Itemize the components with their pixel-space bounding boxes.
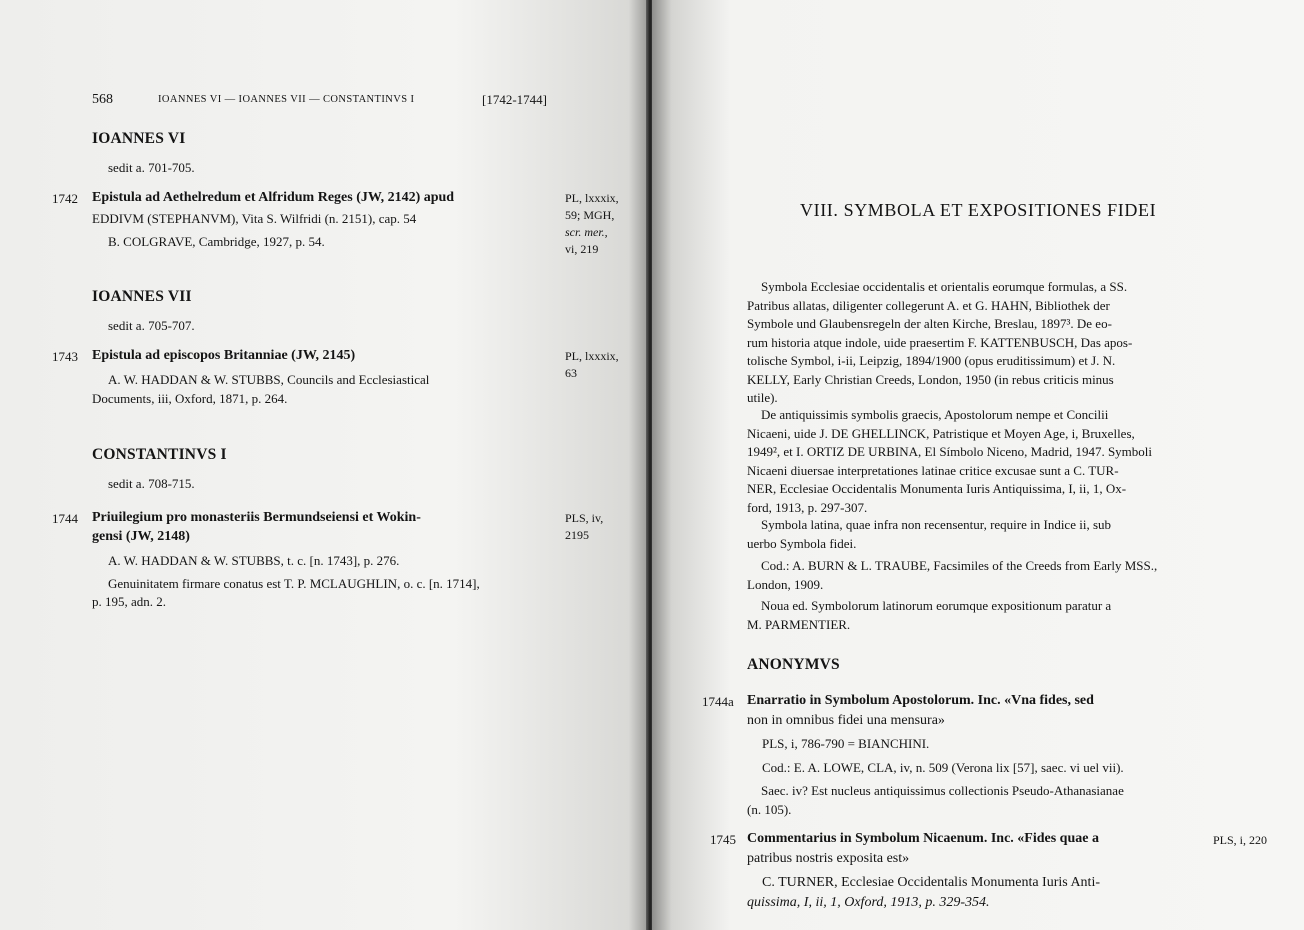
entry-number: 1743 bbox=[52, 349, 78, 364]
running-title: IOANNES VI — IOANNES VII — CONSTANTINVS I bbox=[158, 94, 415, 105]
entry-range: [1742-1744] bbox=[482, 92, 547, 107]
sidenote-line: scr. mer., bbox=[565, 225, 608, 239]
entry-title bbox=[747, 828, 1207, 849]
text-line: Cod.: A. BURN & L. TRAUBE, Facsimiles of the Creeds from Early MSS., bbox=[761, 558, 1158, 573]
entry-title bbox=[92, 345, 552, 366]
left-page bbox=[0, 0, 648, 930]
entry-title-cont bbox=[92, 526, 552, 547]
text-line: KELLY, Early Christian Creeds, London, 1950 (in rebus criticis minus bbox=[747, 371, 1114, 387]
edition-reference: A. W. HADDAN & W. STUBBS, Councils and Ecclesiastical bbox=[108, 372, 430, 387]
entry-number: 1744 bbox=[52, 511, 78, 526]
text-line: 1949², et I. ORTIZ DE URBINA, El Símbolo Niceno, Madrid, 1947. Symboli bbox=[747, 444, 1153, 459]
edition-reference: A. W. HADDAN & W. STUBBS, t. c. [n. 1743], p. 276. bbox=[108, 553, 400, 568]
text-line: Saec. iv? Est nucleus antiquissimus collectionis Pseudo-Athanasianae bbox=[761, 783, 1124, 798]
entry-incipit: non in omnibus fidei una mensura» bbox=[747, 713, 945, 728]
text-line: Nicaeni, uide J. DE GHELLINCK, Patristique et Moyen Age, i, Bruxelles, bbox=[747, 425, 1135, 441]
authenticity-note: Genuinitatem firmare conatus est T. P. MCLAUGHLIN, o. c. [n. 1714], bbox=[108, 576, 480, 591]
codex-reference: Cod.: E. A. LOWE, CLA, iv, n. 509 (Verona lix [57], saec. vi uel vii). bbox=[762, 760, 1124, 775]
sidenote bbox=[565, 510, 603, 544]
sidenote-line: 2195 bbox=[565, 528, 589, 542]
text-line: NER, Ecclesiae Occidentalis Monumenta Iuris Antiquissima, I, ii, 1, Ox- bbox=[747, 481, 1127, 496]
entry-title-line: Enarratio in Symbolum Apostolorum. Inc. «Vna fides, sed bbox=[747, 693, 1094, 708]
intro-paragraph bbox=[747, 278, 1203, 408]
right-page bbox=[652, 0, 1304, 930]
entry-title bbox=[747, 690, 1207, 711]
entry-title bbox=[92, 507, 552, 528]
text-line: utile). bbox=[747, 390, 778, 405]
entry-note bbox=[747, 782, 1203, 819]
sedit-line: sedit a. 705-707. bbox=[108, 318, 195, 333]
text-line: rum historia atque indole, uide praesertim F. KATTENBUSCH, Das apos- bbox=[747, 334, 1133, 350]
codices-paragraph bbox=[747, 557, 1203, 594]
text-line: M. PARMENTIER. bbox=[747, 616, 851, 632]
entry-title bbox=[92, 187, 552, 208]
edition-reference: PLS, i, 786-790 = BIANCHINI. bbox=[762, 736, 930, 751]
chapter-heading: VIII. SYMBOLA ET EXPOSITIONES FIDEI bbox=[800, 200, 1157, 220]
entry-number: 1742 bbox=[52, 191, 78, 206]
edition-reference: B. COLGRAVE, Cambridge, 1927, p. 54. bbox=[108, 234, 325, 249]
entry-number: 1744a bbox=[702, 694, 734, 709]
edition-reference: C. TURNER, Ecclesiae Occidentalis Monumenta Iuris Anti- bbox=[762, 875, 1101, 890]
new-edition-paragraph bbox=[747, 597, 1203, 634]
sedit-line: sedit a. 701-705. bbox=[108, 160, 195, 175]
text-line: uerbo Symbola fidei. bbox=[747, 535, 857, 551]
edition-reference-cont: quissima, I, ii, 1, Oxford, 1913, p. 329-354. bbox=[747, 895, 990, 910]
text-line: Nicaeni diuersae interpretationes latinae critice excusae sunt a C. TUR- bbox=[747, 462, 1119, 478]
sidenote bbox=[565, 348, 619, 382]
section-heading: CONSTANTINVS I bbox=[92, 446, 227, 463]
entry-title-line: Priuilegium pro monasteriis Bermundseiensi et Wokin- bbox=[92, 510, 421, 525]
sedit-line: sedit a. 708-715. bbox=[108, 476, 195, 491]
page-number: 568 bbox=[92, 92, 113, 107]
section-heading: IOANNES VII bbox=[92, 288, 192, 305]
entry-title-line: Epistula ad Aethelredum et Alfridum Reges (JW, 2142) apud bbox=[92, 190, 455, 205]
text-line: Patribus allatas, diligenter collegerunt A. et G. HAHN, Bibliothek der bbox=[747, 297, 1110, 313]
entry-incipit: patribus nostris exposita est» bbox=[747, 851, 910, 866]
sidenote: PLS, i, 220 bbox=[1213, 833, 1268, 847]
text-line: London, 1909. bbox=[747, 576, 824, 592]
authenticity-note-cont: p. 195, adn. 2. bbox=[92, 594, 167, 609]
sidenote-line: PL, lxxxix, bbox=[565, 349, 619, 363]
entry-title-line: Commentarius in Symbolum Nicaenum. Inc. «Fides quae a bbox=[747, 831, 1099, 846]
text-line: tolische Symbol, i-ii, Leipzig, 1894/1900 (opus eruditissimum) et J. N. bbox=[747, 353, 1116, 368]
intro-paragraph bbox=[747, 516, 1203, 553]
section-heading: IOANNES VI bbox=[92, 130, 186, 147]
text-line: Symbola Ecclesiae occidentalis et orientalis eorumque formulas, a SS. bbox=[761, 279, 1128, 294]
text-line: Noua ed. Symbolorum latinorum eorumque expositionum paratur a bbox=[761, 598, 1112, 613]
entry-title-line: gensi (JW, 2148) bbox=[92, 529, 190, 544]
intro-paragraph bbox=[747, 406, 1203, 517]
sidenote bbox=[565, 190, 619, 258]
text-line: Symbole und Glaubensregeln der alten Kirche, Breslau, 1897³. De eo- bbox=[747, 316, 1112, 331]
text-line: De antiquissimis symbolis graecis, Apostolorum nempe et Concilii bbox=[761, 407, 1109, 422]
sidenote-line: 63 bbox=[565, 366, 577, 380]
sidenote-line: vi, 219 bbox=[565, 242, 599, 256]
entry-source: EDDIVM (STEPHANVM), Vita S. Wilfridi (n. 2151), cap. 54 bbox=[92, 211, 417, 226]
entry-number: 1745 bbox=[710, 832, 736, 847]
entry-title-line: Epistula ad episcopos Britanniae (JW, 2145) bbox=[92, 348, 356, 363]
section-heading: ANONYMVS bbox=[747, 656, 840, 673]
sidenote-line: 59; MGH, bbox=[565, 208, 615, 222]
text-line: ford, 1913, p. 297-307. bbox=[747, 499, 868, 515]
text-line: (n. 105). bbox=[747, 801, 792, 817]
sidenote-line: PL, lxxxix, bbox=[565, 191, 619, 205]
edition-reference-cont: Documents, iii, Oxford, 1871, p. 264. bbox=[92, 391, 288, 406]
sidenote-line: PLS, iv, bbox=[565, 511, 604, 525]
text-line: Symbola latina, quae infra non recensentur, require in Indice ii, sub bbox=[761, 517, 1112, 532]
